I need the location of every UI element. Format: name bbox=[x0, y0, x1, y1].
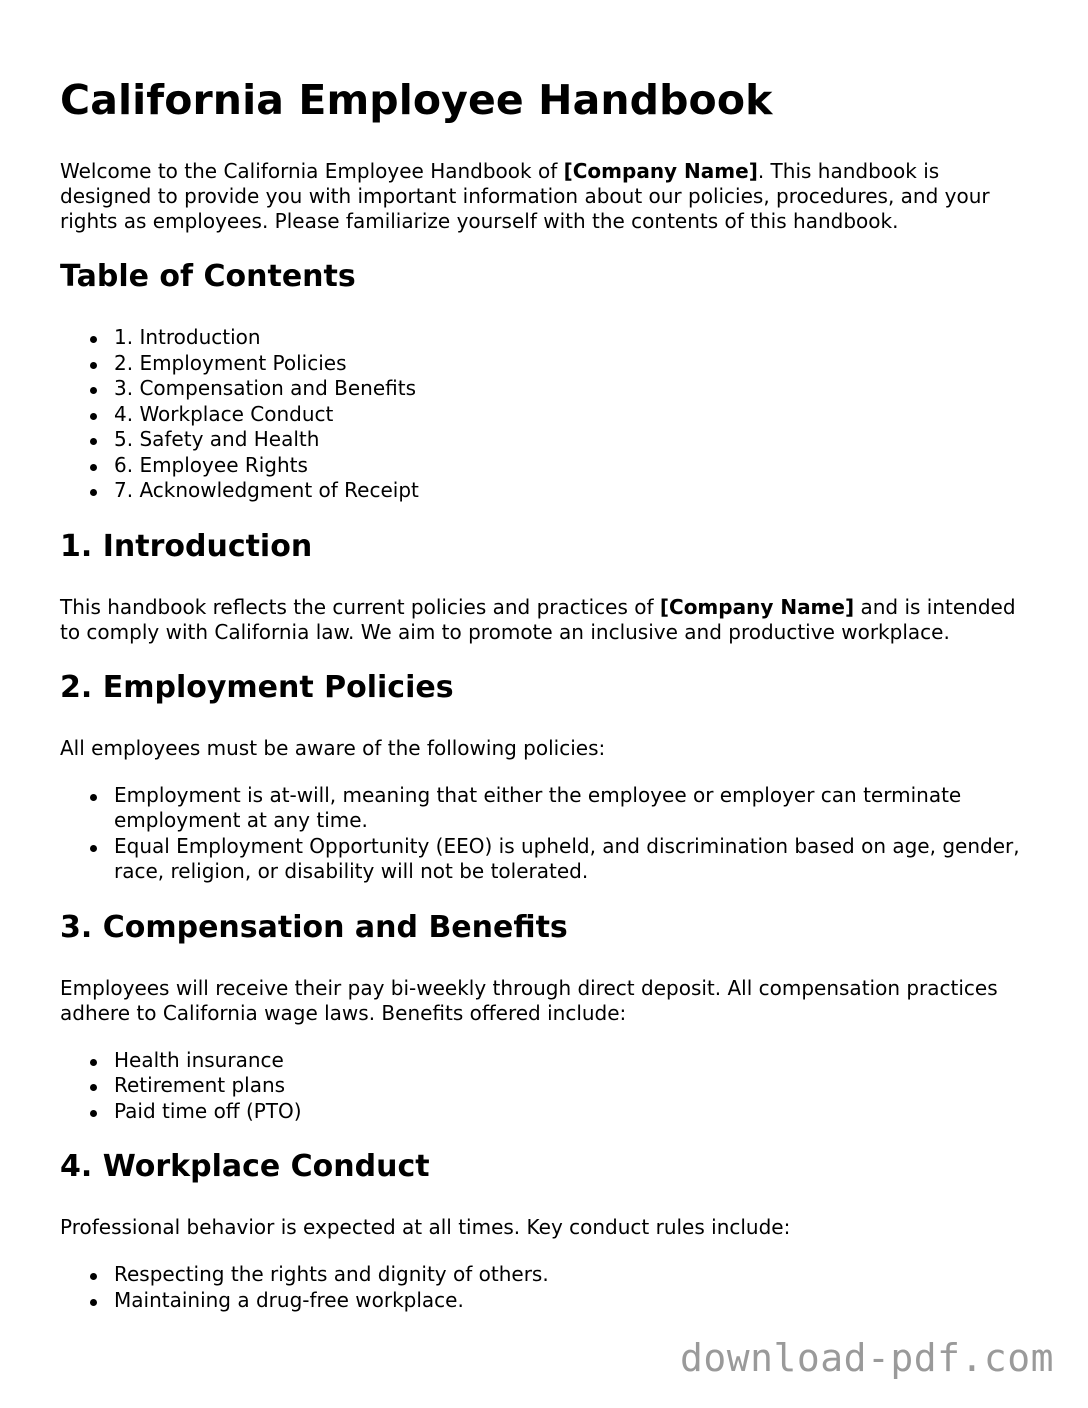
company-name-placeholder: [Company Name] bbox=[563, 159, 758, 184]
benefits-list bbox=[60, 1048, 1030, 1125]
toc-item: 3. Compensation and Benefits bbox=[114, 376, 1030, 402]
intro-text-start: Welcome to the California Employee Handbook of bbox=[60, 159, 564, 184]
employment-policies-paragraph: All employees must be aware of the following policies: bbox=[60, 735, 606, 760]
list-item: Equal Employment Opportunity (EEO) is upheld, and discrimination based on age, gender, race, religion, or disability will not be tolerated. bbox=[114, 834, 1030, 885]
section-heading-conduct: 4. Workplace Conduct bbox=[60, 1149, 430, 1185]
document-title: California Employee Handbook bbox=[60, 76, 773, 124]
toc-item: 1. Introduction bbox=[114, 325, 1030, 351]
toc-item: 2. Employment Policies bbox=[114, 351, 1030, 377]
introduction-text-start: This handbook reflects the current policies and practices of bbox=[60, 594, 660, 619]
employment-policies-list bbox=[60, 783, 1030, 885]
compensation-paragraph: Employees will receive their pay bi-weekly through direct deposit. All compensation practices adhere to California wage laws. Benefits offered include: bbox=[60, 975, 998, 1025]
introduction-paragraph bbox=[60, 595, 1030, 645]
watermark: download-pdf.com bbox=[679, 1336, 1054, 1380]
toc-item: 7. Acknowledgment of Receipt bbox=[114, 478, 1030, 504]
list-item: Respecting the rights and dignity of others. bbox=[114, 1262, 1030, 1288]
list-item: Retirement plans bbox=[114, 1073, 1030, 1099]
conduct-list bbox=[60, 1262, 1030, 1313]
list-item: Employment is at-will, meaning that either the employee or employer can terminate employment at any time. bbox=[114, 783, 1030, 834]
section-heading-compensation: 3. Compensation and Benefits bbox=[60, 909, 568, 945]
company-name-placeholder: [Company Name] bbox=[659, 594, 855, 619]
list-item: Maintaining a drug-free workplace. bbox=[114, 1288, 1030, 1314]
section-heading-introduction: 1. Introduction bbox=[60, 528, 313, 564]
toc-item: 6. Employee Rights bbox=[114, 453, 1030, 479]
conduct-paragraph: Professional behavior is expected at all times. Key conduct rules include: bbox=[60, 1215, 791, 1240]
intro-paragraph bbox=[60, 159, 1030, 234]
toc-list bbox=[60, 325, 1030, 504]
intro-text-end: . This handbook is designed to provide you with important information about our policies, procedures, and your rights as employees. Please familiarize yourself with the contents of this handbook. bbox=[60, 159, 990, 234]
document-page bbox=[60, 72, 1030, 1313]
toc-item: 5. Safety and Health bbox=[114, 427, 1030, 453]
list-item: Paid time off (PTO) bbox=[114, 1099, 1030, 1125]
introduction-text-end: and is intended to comply with California law. We aim to promote an inclusive and productive workplace. bbox=[60, 594, 1016, 644]
list-item: Health insurance bbox=[114, 1048, 1030, 1074]
section-heading-employment-policies: 2. Employment Policies bbox=[60, 669, 454, 705]
toc-heading: Table of Contents bbox=[60, 259, 356, 295]
toc-item: 4. Workplace Conduct bbox=[114, 402, 1030, 428]
